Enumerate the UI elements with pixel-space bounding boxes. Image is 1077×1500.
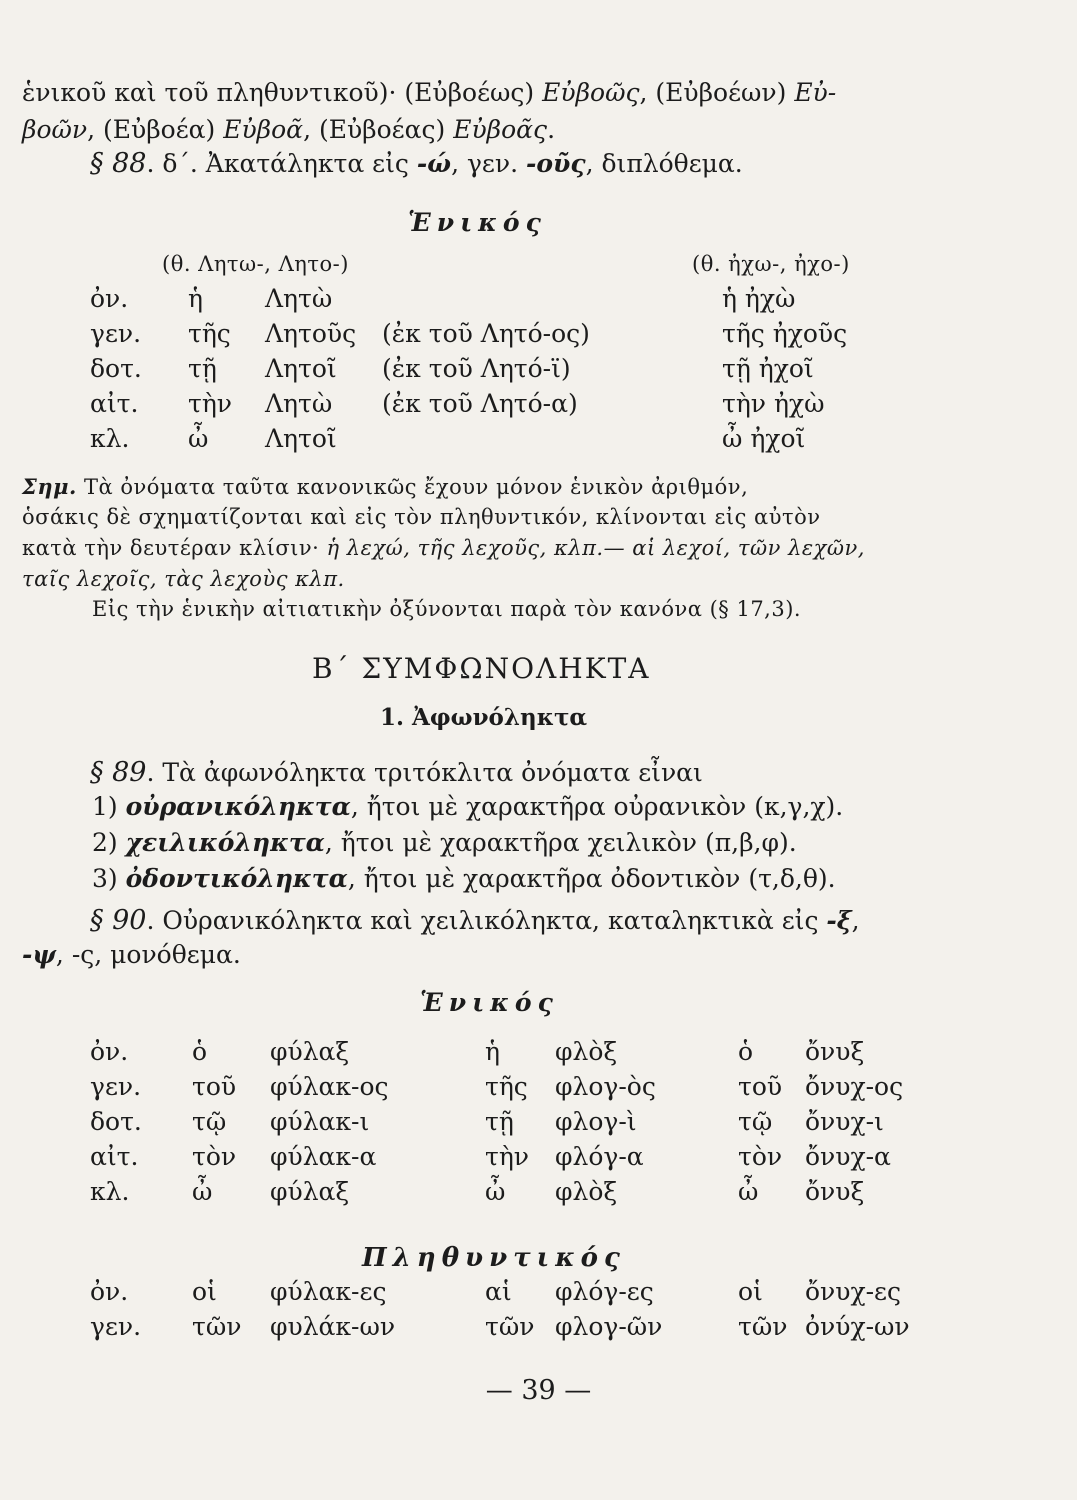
noun-form: φλογ-ῶν (555, 1312, 663, 1341)
article: ὁ (738, 1037, 754, 1066)
note-line-3 (22, 536, 865, 560)
noun-form: ὄνυχ-α (805, 1142, 891, 1171)
plural-heading-90: Πληθυντικός (362, 1243, 626, 1273)
article: ἡ (485, 1037, 500, 1066)
stem-left: (θ. Λητω-, Λητο-) (162, 252, 349, 276)
section-number: § 90 (90, 905, 147, 936)
case-label: γεν. (90, 1072, 142, 1101)
intro-form: Εὐβοᾶ (223, 115, 304, 144)
note-label: Σημ. (22, 474, 77, 499)
list-item (92, 792, 843, 821)
article: τὸν (738, 1142, 783, 1171)
note-text: κατὰ τὴν δευτέραν κλίσιν· (22, 536, 327, 560)
section-text: , -ς, μονόθεμα. (55, 940, 241, 969)
noun-form: Λητοῦς (265, 319, 357, 348)
noun-form: ὀνύχ-ων (805, 1312, 910, 1341)
intro-text: , (Εὐβοέων) (639, 78, 795, 107)
noun-form: φύλακ-ες (270, 1277, 387, 1306)
noun-form-right: τῆς ἠχοῦς (722, 319, 848, 348)
part-b-title: Β΄ ΣΥΜΦΩΝΟΛΗΚΤΑ (312, 652, 651, 685)
article: ὦ (738, 1177, 759, 1206)
noun-form: φύλακ-ι (270, 1107, 370, 1136)
noun-form: ὄνυχ-ι (805, 1107, 884, 1136)
article: τὴν (188, 389, 233, 418)
noun-form: φλογ-ὶ (555, 1107, 637, 1136)
case-label: γεν. (90, 319, 142, 348)
article: τὸν (192, 1142, 237, 1171)
noun-form: φλὸξ (555, 1037, 618, 1066)
noun-form: φλόγ-α (555, 1142, 644, 1171)
intro-form: Εὐβοῶς (542, 78, 640, 107)
article: ὦ (485, 1177, 506, 1206)
section-text: . δ΄. Ἀκατάληκτα εἰς (146, 149, 417, 178)
noun-form: φύλαξ (270, 1037, 350, 1066)
section-text: , διπλόθεμα. (585, 149, 743, 178)
noun-form: ὄνυχ-ες (805, 1277, 901, 1306)
section-90-line-2 (22, 940, 241, 969)
noun-form: φύλακ-α (270, 1142, 377, 1171)
derivation-note: (ἐκ τοῦ Λητό-α) (382, 389, 578, 418)
stem-right: (θ. ἠχω-, ἠχο-) (692, 252, 850, 276)
list-item (92, 864, 836, 893)
item-term: ὀδοντικόληκτα (125, 864, 348, 893)
case-label: κλ. (90, 1177, 130, 1206)
intro-form: Εὐβοᾶς (453, 115, 548, 144)
item-term: χειλικόληκτα (125, 828, 325, 857)
article: οἱ (738, 1277, 763, 1306)
note-line-1 (22, 474, 748, 499)
article: τῇ (485, 1107, 514, 1136)
noun-form: φλογ-ὸς (555, 1072, 656, 1101)
article: ὦ (192, 1177, 213, 1206)
item-number: 3) (92, 864, 126, 893)
section-text: . Τὰ ἀφωνόληκτα τριτόκλιτα ὀνόματα εἶναι (146, 758, 703, 787)
noun-form-right: ἡ ἠχὼ (722, 284, 796, 313)
noun-form: Λητοῖ (265, 424, 337, 453)
article: τοῦ (192, 1072, 237, 1101)
note-example: ἡ λεχώ, τῆς λεχοῦς, κλπ.— αἱ λεχοί, τῶν λεχῶν, (326, 536, 865, 560)
article: τῆς (188, 319, 231, 348)
item-description: , ἤτοι μὲ χαρακτῆρα οὐρανικὸν (κ,γ,χ). (350, 792, 844, 821)
noun-form: ὄνυξ (805, 1177, 865, 1206)
article: τῇ (188, 354, 217, 383)
case-label: γεν. (90, 1312, 142, 1341)
case-label: δοτ. (90, 1107, 142, 1136)
article: ὁ (192, 1037, 208, 1066)
noun-form: φύλακ-ος (270, 1072, 389, 1101)
article: ὦ (188, 424, 209, 453)
article: αἱ (485, 1277, 512, 1306)
note-line-4: ταῖς λεχοῖς, τὰς λεχοὺς κλπ. (22, 567, 345, 591)
case-label: αἰτ. (90, 389, 139, 418)
derivation-note: (ἐκ τοῦ Λητό-ϊ) (382, 354, 571, 383)
derivation-note: (ἐκ τοῦ Λητό-ος) (382, 319, 590, 348)
intro-text: , (Εὐβοέα) (87, 115, 224, 144)
intro-form: Εὐ- (794, 78, 837, 107)
page-number: — 39 — (485, 1375, 592, 1406)
article: τῶν (738, 1312, 788, 1341)
intro-text: , (Εὐβοέας) (303, 115, 454, 144)
article: τῷ (192, 1107, 227, 1136)
intro-text: ἑνικοῦ καὶ τοῦ πληθυντικοῦ)· (Εὐβοέως) (22, 78, 543, 107)
case-label: κλ. (90, 424, 130, 453)
section-text: , (851, 906, 860, 935)
ending-form: -ψ (22, 940, 56, 969)
article: τὴν (485, 1142, 530, 1171)
item-number: 2) (92, 828, 126, 857)
case-label: ὀν. (90, 284, 129, 313)
noun-form-right: ὦ ἠχοῖ (722, 424, 806, 453)
section-text: . Οὐρανικόληκτα καὶ χειλικόληκτα, καταληκτικὰ εἰς (146, 906, 827, 935)
section-88-heading (90, 148, 743, 179)
intro-text: . (547, 115, 556, 144)
note-line-5: Εἰς τὴν ἑνικὴν αἰτιατικὴν ὀξύνονται παρὰ τὸν κανόνα (§ 17,3). (92, 597, 802, 621)
noun-form: ὄνυξ (805, 1037, 865, 1066)
article: οἱ (192, 1277, 217, 1306)
noun-form-right: τὴν ἠχὼ (722, 389, 825, 418)
article: τῆς (485, 1072, 528, 1101)
noun-form: φυλάκ-ων (270, 1312, 396, 1341)
noun-form: ὄνυχ-ος (805, 1072, 904, 1101)
singular-heading-88: Ἑνικός (408, 208, 547, 237)
noun-form: Λητὼ (265, 389, 333, 418)
noun-form: φλόγ-ες (555, 1277, 654, 1306)
intro-form: βοῶν (22, 115, 88, 144)
note-line-2: ὁσάκις δὲ σχηματίζονται καὶ εἰς τὸν πληθυντικόν, κλίνονται εἰς αὐτὸν (22, 505, 821, 529)
case-label: αἰτ. (90, 1142, 139, 1171)
case-label: δοτ. (90, 354, 142, 383)
item-term: οὐρανικόληκτα (125, 792, 351, 821)
part-b-subtitle: 1. Ἀφωνόληκτα (380, 704, 588, 731)
list-item (92, 828, 797, 857)
section-number: § 88 (90, 148, 147, 179)
section-89-heading (90, 757, 703, 788)
noun-form: φύλαξ (270, 1177, 350, 1206)
noun-form-right: τῇ ἠχοῖ (722, 354, 814, 383)
case-label: ὀν. (90, 1277, 129, 1306)
section-90-heading (90, 905, 860, 936)
article: ἡ (188, 284, 203, 313)
genitive-form: -οῦς (525, 149, 586, 178)
noun-form: φλὸξ (555, 1177, 618, 1206)
ending-form: -ξ (826, 906, 852, 935)
intro-line-2 (22, 115, 555, 144)
ending-form: -ώ (416, 149, 452, 178)
case-label: ὀν. (90, 1037, 129, 1066)
article: τοῦ (738, 1072, 783, 1101)
intro-line-1 (22, 78, 836, 107)
noun-form: Λητοῖ (265, 354, 337, 383)
section-number: § 89 (90, 757, 147, 788)
item-number: 1) (92, 792, 126, 821)
noun-form: Λητὼ (265, 284, 333, 313)
article: τῶν (485, 1312, 535, 1341)
note-text: Τὰ ὀνόματα ταῦτα κανονικῶς ἔχουν μόνον ἑνικὸν ἀριθμόν, (76, 475, 749, 499)
item-description: , ἤτοι μὲ χαρακτῆρα ὀδοντικὸν (τ,δ,θ). (347, 864, 836, 893)
item-description: , ἤτοι μὲ χαρακτῆρα χειλικὸν (π,β,φ). (324, 828, 797, 857)
article: τῶν (192, 1312, 242, 1341)
section-text: , γεν. (451, 149, 526, 178)
article: τῷ (738, 1107, 773, 1136)
singular-heading-90: Ἑνικός (420, 988, 559, 1017)
